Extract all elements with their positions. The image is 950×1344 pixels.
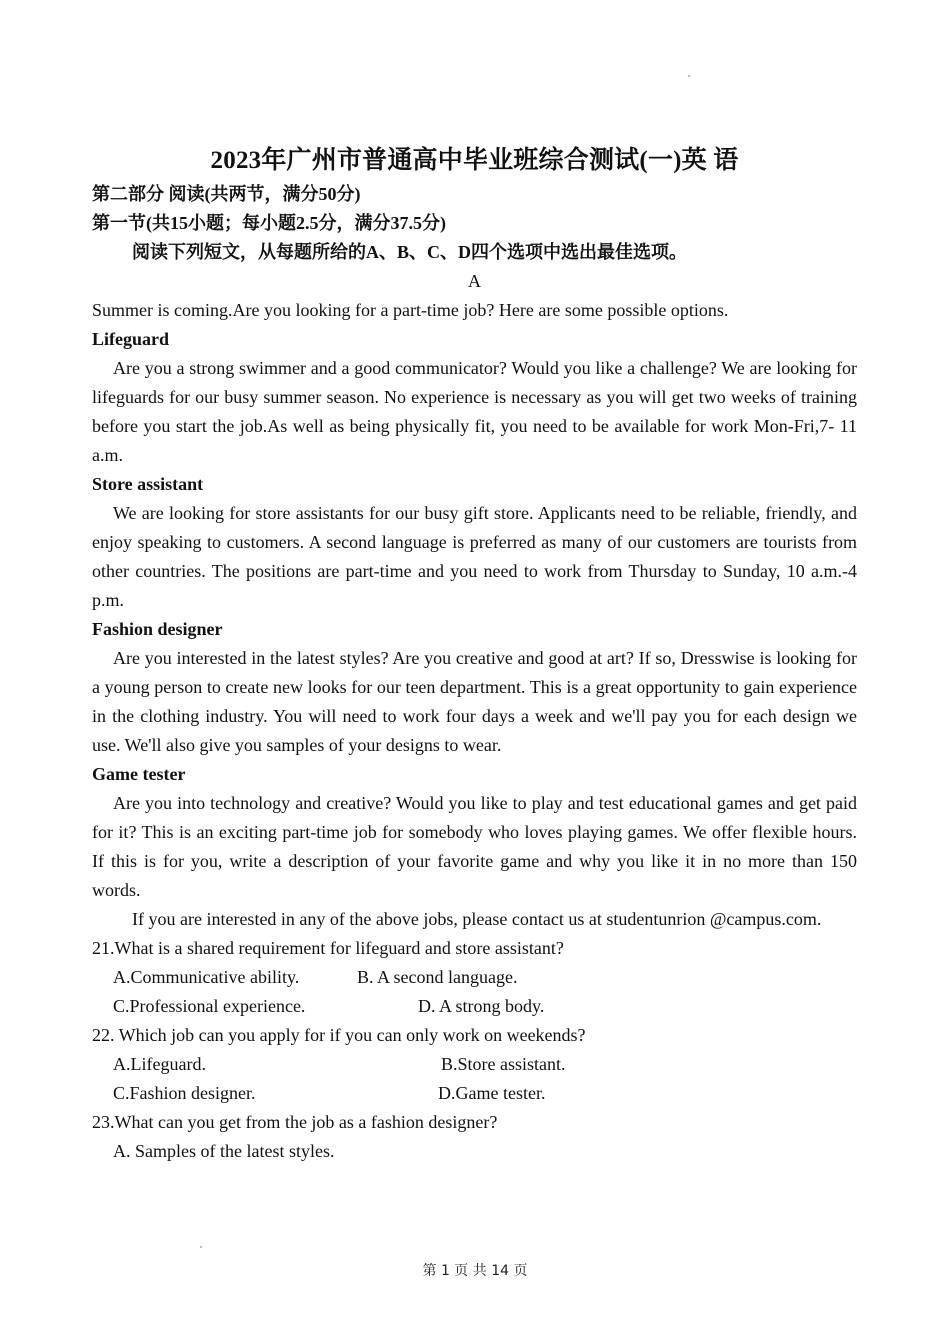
job-text-fashion-designer: Are you interested in the latest styles? Are you creative and good at art? If so, Dresswise is looking for a young person to create new looks for our teen department. This is a great opportunity to gain experience in the clothing industry. You will need to work four days a week and we'll pay you for each design we use. We'll also give you samples of your designs to wear. bbox=[92, 648, 857, 755]
contact-paragraph: If you are interested in any of the above jobs, please contact us at studentunrion @campus.com. bbox=[132, 909, 822, 929]
page-title: 2023年广州市普通高中毕业班综合测试(一)英 语 bbox=[210, 147, 739, 174]
page-footer: 第 1 页 共 14 页 bbox=[422, 1263, 528, 1279]
options-row bbox=[92, 1137, 857, 1166]
question-22 bbox=[92, 1021, 857, 1108]
options-row bbox=[92, 1050, 857, 1079]
options-row bbox=[92, 963, 857, 992]
option-a: A. Samples of the latest styles. bbox=[113, 1141, 335, 1161]
job-heading-fashion-designer: Fashion designer bbox=[92, 619, 223, 639]
question-stem: 22. Which job can you apply for if you can only work on weekends? bbox=[92, 1025, 586, 1045]
option-d: D. A strong body. bbox=[418, 996, 545, 1016]
question-stem: 23.What can you get from the job as a fashion designer? bbox=[92, 1112, 498, 1132]
passage-label: A bbox=[468, 271, 481, 291]
option-a: A.Lifeguard. bbox=[113, 1054, 206, 1074]
option-b: B. A second language. bbox=[357, 967, 518, 987]
scan-speck-top bbox=[688, 75, 690, 77]
section-heading: 第一节(共15小题；每小题2.5分，满分37.5分) bbox=[92, 213, 446, 233]
passage-intro: Summer is coming.Are you looking for a part-time job? Here are some possible options. bbox=[92, 300, 729, 320]
exam-page bbox=[92, 140, 857, 1166]
job-heading-store-assistant: Store assistant bbox=[92, 474, 204, 494]
option-c: C.Fashion designer. bbox=[113, 1083, 256, 1103]
question-21 bbox=[92, 934, 857, 1021]
scan-speck-bottom bbox=[200, 1246, 202, 1248]
job-text-game-tester: Are you into technology and creative? Would you like to play and test educational games and get paid for it? This is an exciting part-time job for somebody who loves playing games. We offer flexible hours. If this is for you, write a description of your favorite game and why you like it in no more than 150 words. bbox=[92, 793, 857, 900]
option-c: C.Professional experience. bbox=[113, 996, 306, 1016]
instruction: 阅读下列短文，从每题所给的A、B、C、D四个选项中选出最佳选项。 bbox=[132, 242, 687, 262]
option-b: B.Store assistant. bbox=[441, 1054, 566, 1074]
job-text-store-assistant: We are looking for store assistants for our busy gift store. Applicants need to be reliable, friendly, and enjoy speaking to customers. A second language is preferred as many of our customers are tourists from other countries. The positions are part-time and you need to work from Thursday to Sunday, 10 a.m.-4 p.m. bbox=[92, 503, 857, 610]
options-row bbox=[92, 1079, 857, 1108]
option-a: A.Communicative ability. bbox=[113, 967, 300, 987]
part-heading: 第二部分 阅读(共两节，满分50分) bbox=[92, 184, 361, 204]
job-heading-lifeguard: Lifeguard bbox=[92, 329, 170, 349]
question-stem: 21.What is a shared requirement for lifeguard and store assistant? bbox=[92, 938, 564, 958]
question-23 bbox=[92, 1108, 857, 1166]
options-row bbox=[92, 992, 857, 1021]
job-text-lifeguard: Are you a strong swimmer and a good communicator? Would you like a challenge? We are looking for lifeguards for our busy summer season. No experience is necessary as you will get two weeks of training before you start the job.As well as being physically fit, you need to be available for work Mon-Fri,7- 11 a.m. bbox=[92, 358, 857, 465]
job-heading-game-tester: Game tester bbox=[92, 764, 186, 784]
option-d: D.Game tester. bbox=[438, 1083, 546, 1103]
